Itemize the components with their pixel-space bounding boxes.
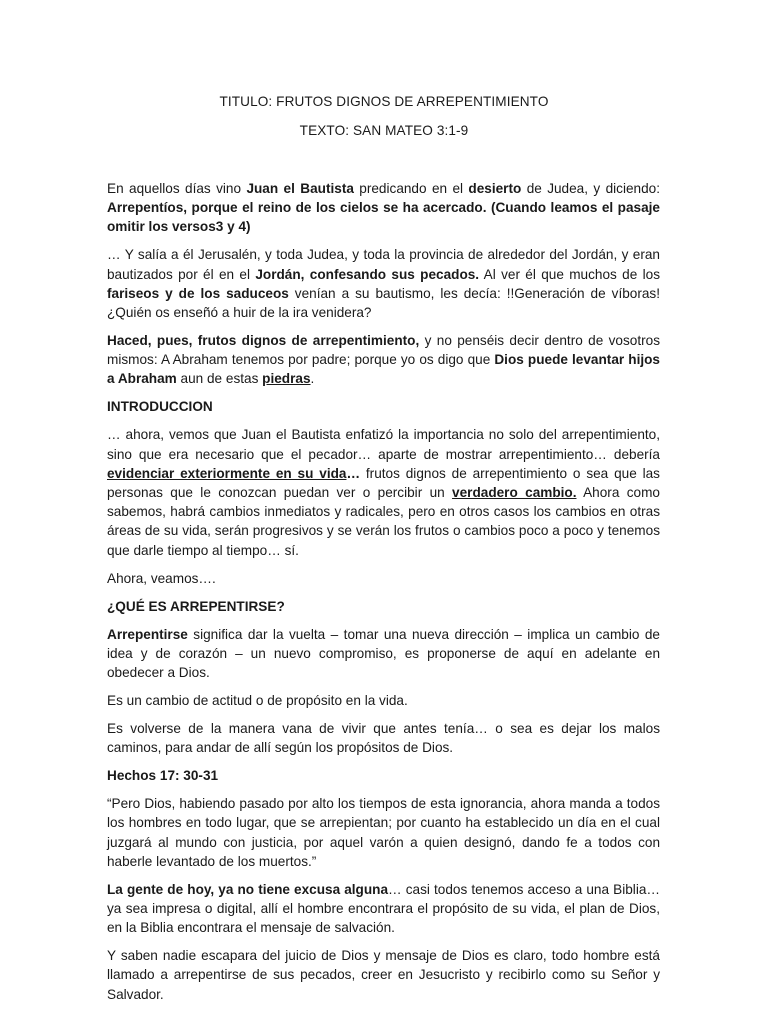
- bold-underlined-text: piedras: [262, 371, 311, 387]
- paragraph-6: [107, 625, 660, 683]
- bold-text: Dios puede levantar hijos a Abraham: [107, 352, 660, 387]
- paragraph-8: Es volverse de la manera vana de vivir que antes tenía… o sea es dejar los malos caminos, para andar de allí según los propósitos de Dios.: [107, 721, 660, 756]
- bold-text: confesando sus pecados.: [309, 266, 480, 282]
- text-run: .: [310, 371, 315, 387]
- text-run: de Judea, y diciendo:: [521, 181, 660, 196]
- paragraph-3: [107, 331, 660, 389]
- text-run: … Y salía a él Jerusalén, y toda Judea, y toda la provincia de alrededor del Jordán, y eran bautizados por él en el: [107, 247, 660, 282]
- document-body: [107, 179, 660, 1013]
- bold-text: Juan el Bautista: [246, 181, 354, 196]
- text-run: En aquellos días vino: [107, 181, 247, 196]
- bold-text: desierto: [468, 181, 522, 196]
- bold-text: fariseos y de los saduceos: [107, 285, 289, 301]
- bold-text: Haced, pues, frutos dignos de arrepentimiento,: [107, 333, 420, 349]
- paragraph-2: [107, 245, 660, 322]
- paragraph-11: Y saben nadie escapara del juicio de Dios y mensaje de Dios es claro, todo hombre está llamado a arrepentirse de sus pecados, creer en Jesucristo y recibirlo como su Señor y Salvador.: [107, 948, 660, 1002]
- paragraph-7: Es un cambio de actitud o de propósito en la vida.: [107, 693, 408, 709]
- bold-text: Jordán: [255, 266, 301, 282]
- bold-text: La gente de hoy, ya no tiene excusa alguna: [107, 881, 389, 897]
- paragraph-1: [107, 179, 660, 237]
- text-run: predicando en el: [353, 181, 469, 196]
- bold-underlined-text: evidenciar exteriormente en su vida: [107, 465, 347, 481]
- paragraph-5: Ahora, veamos….: [107, 570, 216, 586]
- bold-text: Arrepentirse: [107, 626, 188, 642]
- heading-hechos: Hechos 17: 30-31: [107, 768, 219, 784]
- scripture-reference: TEXTO: SAN MATEO 3:1-9: [299, 123, 469, 138]
- text-run: y no penséis decir dentro de vosotros mismos: A Abraham tenemos por padre; porque yo os digo que: [107, 333, 660, 368]
- bold-underlined-text: verdadero cambio.: [452, 485, 577, 501]
- bold-text: ,: [300, 266, 310, 282]
- text-run: aun de estas: [176, 371, 263, 387]
- paragraph-9-quote: “Pero Dios, habiendo pasado por alto los tiempos de esta ignorancia, ahora manda a todos los hombres en todo lugar, que se arrepientan; por cuanto ha establecido un día en el cual juzgará al mundo con justicia, por aquel varón a quien designó, dando fe a todos con haberle levantado de los muertos.”: [107, 796, 660, 869]
- text-run: Al ver él que muchos de los: [479, 266, 660, 282]
- heading-introduccion: INTRODUCCION: [107, 399, 213, 415]
- text-run: venían a su bautismo, les decía: !!Generación de víboras! ¿Quién os enseñó a huir de la ira venidera?: [107, 285, 660, 321]
- text-run: … ahora, vemos que Juan el Bautista enfatizó la importancia no solo del arrepentimiento, sino que era necesario que el pecador… aparte de mostrar arrepentimiento… debería: [107, 427, 660, 462]
- bold-text: Arrepentíos, porque el reino de los cielos se ha acercado. (Cuando leamos el pasaje omitir los versos3 y 4): [107, 200, 660, 235]
- text-run: … casi todos tenemos acceso a una Biblia… ya sea impresa o digital, allí el hombre encontrara el propósito de su vida, el plan de Dios, en la Biblia encontrara el mensaje de salvación.: [107, 881, 660, 936]
- bold-text: …: [346, 465, 361, 481]
- text-run: frutos dignos de arrepentimiento o sea que las personas que le conozcan puedan ver o percibir un: [107, 465, 660, 501]
- paragraph-10: [107, 880, 660, 938]
- paragraph-4: [107, 425, 660, 559]
- text-run: significa dar la vuelta – tomar una nueva dirección – implica un cambio de idea y de corazón – un nuevo compromiso, es proponerse de aquí en adelante en obedecer a Dios.: [107, 626, 660, 681]
- document-title: TITULO: FRUTOS DIGNOS DE ARREPENTIMIENTO: [219, 94, 549, 109]
- text-run: Ahora como sabemos, habrá cambios inmediatos y radicales, pero en otros casos los cambios en otras áreas de su vida, serán progresivos y se verán los frutos o cambios poco a poco y tenemos que darle tiempo al tiempo… sí.: [107, 485, 660, 558]
- heading-que-es-arrepentirse: ¿QUÉ ES ARREPENTIRSE?: [107, 598, 285, 614]
